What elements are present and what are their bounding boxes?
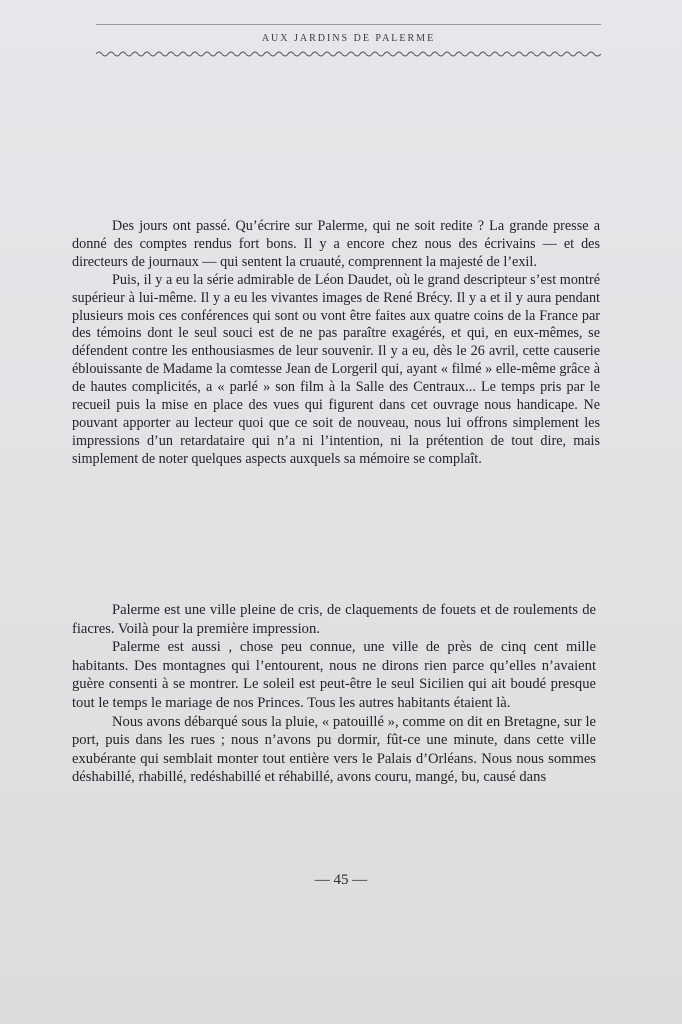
paragraph: Des jours ont passé. Qu’écrire sur Palerme, qui ne soit redite ? La grande presse a donné des comptes rendus fort bons. Il y a encore chez nous des écrivains — et des directeurs de journaux — qui sentent la cruauté, comprennent la majesté de l’exil. [72, 218, 600, 270]
paragraph: Palerme est aussi , chose peu connue, une ville de près de cinq cent mille habitants. Des montagnes qui l’entourent, nous ne dirons rien parce qu’elles n’avaient guère consenti à se montrer. Le soleil est peut-être le seul Sicilien qui ait boudé presque tout le temps le mariage de nos Princes. Tous les autres habitants étaient là. [72, 639, 596, 711]
running-head: AUX JARDINS DE PALERME [261, 33, 436, 44]
paragraph: Palerme est une ville pleine de cris, de claquements de fouets et de roulements de fiacres. Voilà pour la première impression. [72, 602, 596, 637]
section-one [72, 218, 600, 469]
section-two [72, 601, 596, 787]
header-rule [96, 24, 601, 25]
paragraph: Nous avons débarqué sous la pluie, « patouillé », comme on dit en Bretagne, sur le port, puis dans les rues ; nous n’avons pu dormir, fût-ce une minute, dans cette ville exubérante qui semblait monter tout entière vers le Palais d’Orléans. Nous nous sommes déshabillé, rhabillé, redéshabillé et réhabillé, avons couru, mangé, bu, causé dans [72, 713, 596, 786]
page-number: — 45 — [314, 872, 368, 888]
paragraph: Puis, il y a eu la série admirable de Léon Daudet, où le grand descripteur s’est montré supérieur à lui-même. Il y a eu les vivantes images de René Brécy. Il y a et il y aura pendant plusieurs mois ces conférences qui sont ou vont être faites aux quatre coins de la France par des témoins dont le seul souci est de ne pas paraître exagérés, et qui, en eux-mêmes, se défendent contre les enthousiasmes de leur souvenir. Il y a eu, dès le 26 avril, cette causerie éblouissante de Madame la comtesse Jean de Lorgeril qui, ayant « filmé » elle-même grâce à de hautes complicités, a « parlé » son film à la Salle des Centraux... Le temps pris par le recueil puis la mise en place des vues qui figurent dans cet ouvrage nous handicape. Ne pouvant apporter au lecteur quoi que ce soit de nouveau, nous lui offrons simplement les impressions d’un retardataire qui n’a ni l’intention, ni la prétention de tout dire, mais simplement de noter quelques aspects auxquels sa mémoire se complaît. [72, 271, 600, 467]
wavy-ornament [96, 48, 601, 60]
